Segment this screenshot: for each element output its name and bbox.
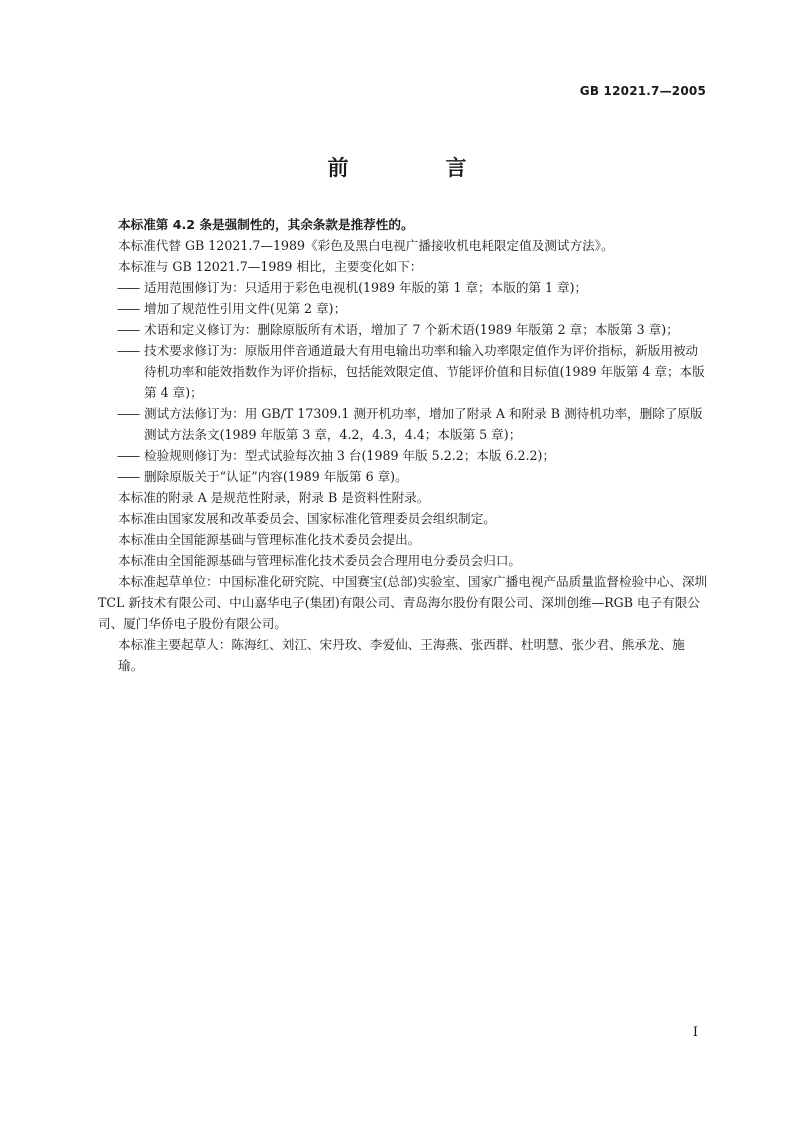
list-item (117, 298, 708, 319)
paragraph-mandatory-clause: 本标准第 4.2 条是强制性的，其余条款是推荐性的。 (118, 217, 414, 232)
list-item-text: 检验规则修订为：型式试验每次抽 3 台(1989 年版 5.2.2；本版 6.2.2)； (144, 448, 556, 463)
list-dash: —— (117, 469, 139, 484)
list-item-text: 增加了规范性引用文件(见第 2 章)； (144, 301, 347, 316)
paragraph-organized-by: 本标准由国家发展和改革委员会、国家标准化管理委员会组织制定。 (118, 511, 496, 526)
list-item-text: 删除原版关于“认证”内容(1989 年版第 6 章)。 (144, 469, 408, 484)
page-title: 前 言 (327, 156, 505, 180)
list-dash: —— (117, 322, 139, 337)
paragraph-replaces: 本标准代替 GB 12021.7—1989《彩色及黑白电视广播接收机电耗限定值及测试方法》。 (118, 238, 614, 253)
list-item-text: 术语和定义修订为：删除原版所有术语，增加了 7 个新术语(1989 年版第 2 章；本版第 3 章)； (144, 322, 679, 337)
list-item-text: 测试方法修订为：用 GB/T 17309.1 测开机功率，增加了附录 A 和附录 B 测待机功率，删除了原版测试方法条文(1989 年版第 3 章，4.2，4.3，4.4；本版第 5 章)； (144, 406, 703, 442)
paragraph-under-jurisdiction: 本标准由全国能源基础与管理标准化技术委员会合理用电分委员会归口。 (118, 553, 521, 568)
list-item (117, 277, 708, 298)
foreword-body (98, 214, 708, 676)
paragraph-annexes: 本标准的附录 A 是规范性附录，附录 B 是资料性附录。 (118, 490, 430, 505)
list-item (117, 403, 708, 445)
page-number: I (692, 1025, 698, 1040)
paragraph-proposed-by: 本标准由全国能源基础与管理标准化技术委员会提出。 (118, 532, 421, 547)
list-item (117, 340, 708, 403)
list-item-text: 技术要求修订为：原版用伴音通道最大有用电输出功率和输入功率限定值作为评价指标，新版用被动待机功率和能效指数作为评价指标，包括能效限定值、节能评价值和目标值(1989 年版第 4 章；本版第 4 章)； (144, 343, 705, 400)
paragraph-drafting-units: 本标准起草单位：中国标准化研究院、中国赛宝(总部)实验室、国家广播电视产品质量监督检验中心、深圳 TCL 新技术有限公司、中山嘉华电子(集团)有限公司、青岛海尔股份有限公司、深圳创维—RGB 电子有限公司、厦门华侨电子股份有限公司。 (98, 574, 708, 631)
standard-code: GB 12021.7—2005 (579, 84, 706, 98)
list-item-text: 适用范围修订为：只适用于彩色电视机(1989 年版的第 1 章；本版的第 1 章)； (144, 280, 588, 295)
paragraph-drafters: 本标准主要起草人：陈海红、刘江、宋丹玫、李爱仙、王海燕、张西群、杜明慧、张少君、熊承龙、施瑜。 (118, 637, 685, 673)
paragraph-changes-intro: 本标准与 GB 12021.7—1989 相比，主要变化如下： (118, 259, 423, 274)
list-dash: —— (117, 448, 139, 463)
list-dash: —— (117, 406, 139, 421)
list-dash: —— (117, 343, 139, 358)
list-item (117, 319, 708, 340)
list-item (117, 466, 708, 487)
list-dash: —— (117, 280, 139, 295)
list-item (117, 445, 708, 466)
list-dash: —— (117, 301, 139, 316)
